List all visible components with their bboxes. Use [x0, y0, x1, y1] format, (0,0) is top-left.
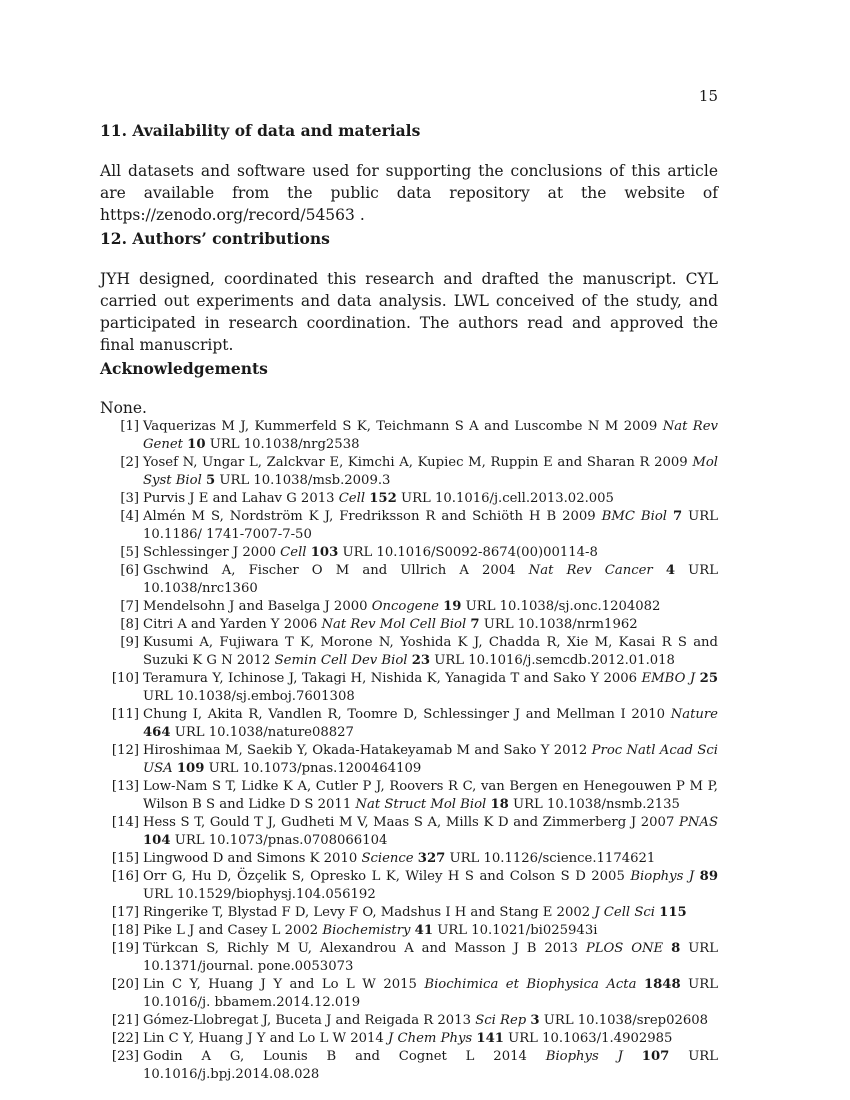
reference-journal: PLOS ONE — [585, 941, 664, 956]
reference-authors: Lingwood D and Simons K 2010 — [143, 851, 358, 866]
reference-item — [100, 778, 718, 814]
reference-volume: 25 — [699, 671, 718, 686]
section-acknowledgements — [100, 358, 718, 419]
reference-volume: 18 — [490, 797, 509, 812]
reference-url: URL 10.1038/nrm1962 — [483, 617, 638, 632]
reference-number: [15] — [111, 851, 139, 866]
reference-volume: 464 — [143, 725, 171, 740]
reference-item — [100, 1030, 718, 1048]
reference-item — [100, 490, 718, 508]
reference-authors: Vaquerizas M J, Kummerfeld S K, Teichmann S A and Luscombe N M 2009 — [143, 419, 658, 434]
reference-item — [100, 904, 718, 922]
reference-url: URL 10.1016/S0092-8674(00)00114-8 — [342, 545, 598, 560]
reference-volume: 7 — [673, 509, 683, 524]
reference-number: [13] — [111, 779, 139, 794]
reference-authors: Citri A and Yarden Y 2006 — [143, 617, 318, 632]
reference-volume: 141 — [476, 1031, 504, 1046]
reference-authors: Chung I, Akita R, Vandlen R, Toomre D, Schlessinger J and Mellman I 2010 — [143, 707, 665, 722]
reference-authors: Gómez-Llobregat J, Buceta J and Reigada R 2013 — [143, 1013, 471, 1028]
contributions-text: JYH designed, coordinated this research and drafted the manuscript. CYL carried out experiments and data analysis. LWL conceived of the study, and participated in research coordination. The authors read and approved the final manuscript. — [100, 270, 718, 354]
reference-url: URL 10.1126/science.1174621 — [449, 851, 656, 866]
reference-item — [100, 850, 718, 868]
reference-url: URL 10.1038/sj.onc.1204082 — [465, 599, 661, 614]
reference-number: [1] — [120, 419, 139, 434]
reference-item — [100, 454, 718, 490]
reference-journal: Cell — [280, 545, 307, 560]
reference-number: [7] — [120, 599, 139, 614]
reference-volume: 5 — [206, 473, 216, 488]
reference-url: URL 10.1073/pnas.1200464109 — [208, 761, 422, 776]
reference-item — [100, 814, 718, 850]
reference-volume: 10 — [187, 437, 206, 452]
reference-number: [14] — [111, 815, 139, 830]
reference-number: [18] — [111, 923, 139, 938]
section-heading-availability: 11. Availability of data and materials — [100, 121, 421, 140]
section-availability — [100, 120, 718, 226]
reference-number: [17] — [111, 905, 139, 920]
reference-journal: Nature — [670, 707, 718, 722]
reference-item — [100, 940, 718, 976]
acknowledgements-text: None. — [100, 399, 147, 417]
reference-authors: Kusumi A, Fujiwara T K, Morone N, Yoshida K J, Chadda R, Xie M, Kasai R S and Suzuki K G N 2012 — [143, 635, 718, 668]
reference-journal: Biophys J — [545, 1049, 623, 1064]
reference-journal: Oncogene — [371, 599, 439, 614]
reference-volume: 41 — [414, 923, 434, 938]
reference-volume: 107 — [641, 1049, 670, 1064]
reference-volume: 19 — [443, 599, 462, 614]
reference-url: URL 10.1063/1.4902985 — [508, 1031, 673, 1046]
reference-url: URL 10.1038/nrc1360 — [143, 563, 718, 596]
reference-item — [100, 1048, 718, 1084]
reference-journal: J Chem Phys — [388, 1031, 473, 1046]
reference-journal: Nat Rev Genet — [143, 419, 718, 452]
reference-item — [100, 1012, 718, 1030]
reference-item — [100, 598, 718, 616]
reference-item — [100, 508, 718, 544]
reference-authors: Godin A G, Lounis B and Cognet L 2014 — [143, 1049, 527, 1064]
reference-authors: Türkcan S, Richly M U, Alexandrou A and Masson J B 2013 — [143, 941, 578, 956]
reference-item — [100, 742, 718, 778]
reference-number: [4] — [120, 509, 139, 524]
reference-journal: J Cell Sci — [594, 905, 655, 920]
reference-volume: 7 — [470, 617, 480, 632]
reference-url: URL 10.1371/journal. pone.0053073 — [143, 941, 718, 974]
section-heading-contributions: 12. Authors’ contributions — [100, 229, 330, 248]
reference-volume: 152 — [369, 491, 397, 506]
reference-volume: 103 — [310, 545, 339, 560]
reference-volume: 3 — [530, 1013, 540, 1028]
reference-journal: Proc Natl Acad Sci USA — [143, 743, 718, 776]
reference-authors: Pike L J and Casey L 2002 — [143, 923, 319, 938]
reference-authors: Yosef N, Ungar L, Zalckvar E, Kimchi A, Kupiec M, Ruppin E and Sharan R 2009 — [143, 455, 688, 470]
reference-volume: 8 — [671, 941, 681, 956]
reference-number: [5] — [120, 545, 139, 560]
reference-url: URL 10.1016/j.bpj.2014.08.028 — [143, 1049, 718, 1082]
reference-number: [3] — [120, 491, 139, 506]
reference-journal: Sci Rep — [475, 1013, 527, 1028]
reference-item — [100, 868, 718, 904]
reference-number: [12] — [111, 743, 139, 758]
reference-journal: Nat Struct Mol Biol — [355, 797, 487, 812]
reference-journal: Science — [361, 851, 414, 866]
reference-journal: Biochimica et Biophysica Acta — [424, 977, 637, 992]
reference-volume: 4 — [665, 563, 676, 578]
reference-item — [100, 922, 718, 940]
reference-authors: Orr G, Hu D, Özçelik S, Opresko L K, Wiley H S and Colson S D 2005 — [143, 869, 625, 884]
reference-volume: 89 — [699, 869, 718, 884]
availability-text: All datasets and software used for supporting the conclusions of this article are available from the public data repository at the website of https://zenodo.org/record/54563 . — [100, 162, 718, 224]
reference-authors: Lin C Y, Huang J Y and Lo L W 2015 — [143, 977, 417, 992]
reference-journal: Biophys J — [630, 869, 695, 884]
reference-journal: EMBO J — [641, 671, 696, 686]
reference-number: [22] — [111, 1031, 139, 1046]
reference-url: URL 10.1016/j.cell.2013.02.005 — [400, 491, 614, 506]
reference-number: [11] — [111, 707, 139, 722]
reference-item — [100, 616, 718, 634]
reference-number: [20] — [111, 977, 139, 992]
reference-number: [21] — [111, 1013, 139, 1028]
reference-url: URL 10.1016/j.semcdb.2012.01.018 — [434, 653, 675, 668]
reference-url: URL 10.1038/msb.2009.3 — [219, 473, 391, 488]
reference-item — [100, 544, 718, 562]
reference-journal: PNAS — [679, 815, 718, 830]
reference-journal: Mol Syst Biol — [143, 455, 718, 488]
page-number: 15 — [698, 87, 718, 105]
reference-authors: Hess S T, Gould T J, Gudheti M V, Maas S A, Mills K D and Zimmerberg J 2007 — [143, 815, 675, 830]
reference-item — [100, 634, 718, 670]
reference-url: URL 10.1021/bi025943i — [437, 923, 598, 938]
reference-authors: Lin C Y, Huang J Y and Lo L W 2014 — [143, 1031, 384, 1046]
reference-journal: Cell — [338, 491, 366, 506]
reference-authors: Mendelsohn J and Baselga J 2000 — [143, 599, 368, 614]
reference-number: [19] — [111, 941, 139, 956]
reference-url: URL 10.1073/pnas.0708066104 — [174, 833, 388, 848]
reference-list — [100, 418, 718, 1084]
reference-authors: Hiroshimaa M, Saekib Y, Okada-Hatakeyamab M and Sako Y 2012 — [143, 743, 588, 758]
reference-url: URL 10.1529/biophysj.104.056192 — [143, 887, 376, 902]
reference-item — [100, 562, 718, 598]
reference-number: [9] — [120, 635, 139, 650]
reference-volume: 115 — [659, 905, 687, 920]
reference-authors: Almén M S, Nordström K J, Fredriksson R and Schiöth H B 2009 — [143, 509, 596, 524]
section-heading-acknowledgements: Acknowledgements — [100, 359, 268, 378]
reference-volume: 104 — [143, 833, 171, 848]
reference-url: URL 10.1038/nsmb.2135 — [513, 797, 680, 812]
reference-authors: Schlessinger J 2000 — [143, 545, 276, 560]
reference-journal: Nat Rev Mol Cell Biol — [321, 617, 467, 632]
reference-volume: 327 — [417, 851, 446, 866]
reference-item — [100, 706, 718, 742]
reference-journal: Biochemistry — [322, 923, 411, 938]
reference-url: URL 10.1016/j. bbamem.2014.12.019 — [143, 977, 718, 1010]
reference-number: [10] — [111, 671, 139, 686]
reference-journal: Nat Rev Cancer — [528, 563, 653, 578]
reference-item — [100, 418, 718, 454]
reference-authors: Purvis J E and Lahav G 2013 — [143, 491, 335, 506]
reference-number: [2] — [120, 455, 139, 470]
reference-number: [23] — [111, 1049, 139, 1064]
reference-volume: 109 — [176, 761, 205, 776]
reference-number: [6] — [120, 563, 139, 578]
reference-url: URL 10.1038/srep02608 — [543, 1013, 709, 1028]
reference-url: URL 10.1186/ 1741-7007-7-50 — [143, 509, 718, 542]
reference-journal: Semin Cell Dev Biol — [274, 653, 408, 668]
reference-url: URL 10.1038/nrg2538 — [209, 437, 360, 452]
section-contributions — [100, 228, 718, 356]
reference-volume: 1848 — [643, 977, 681, 992]
reference-url: URL 10.1038/sj.emboj.7601308 — [143, 689, 355, 704]
reference-url: URL 10.1038/nature08827 — [174, 725, 354, 740]
reference-item — [100, 976, 718, 1012]
reference-authors: Ringerike T, Blystad F D, Levy F O, Madshus I H and Stang E 2002 — [143, 905, 591, 920]
reference-item — [100, 670, 718, 706]
reference-number: [16] — [111, 869, 139, 884]
reference-number: [8] — [120, 617, 139, 632]
reference-authors: Gschwind A, Fischer O M and Ullrich A 2004 — [143, 563, 516, 578]
reference-authors: Low-Nam S T, Lidke K A, Cutler P J, Roovers R C, van Bergen en Henegouwen P M P, Wilson B S and Lidke D S 2011 — [143, 779, 718, 812]
reference-journal: BMC Biol — [601, 509, 668, 524]
reference-authors: Teramura Y, Ichinose J, Takagi H, Nishida K, Yanagida T and Sako Y 2006 — [143, 671, 638, 686]
reference-volume: 23 — [411, 653, 431, 668]
